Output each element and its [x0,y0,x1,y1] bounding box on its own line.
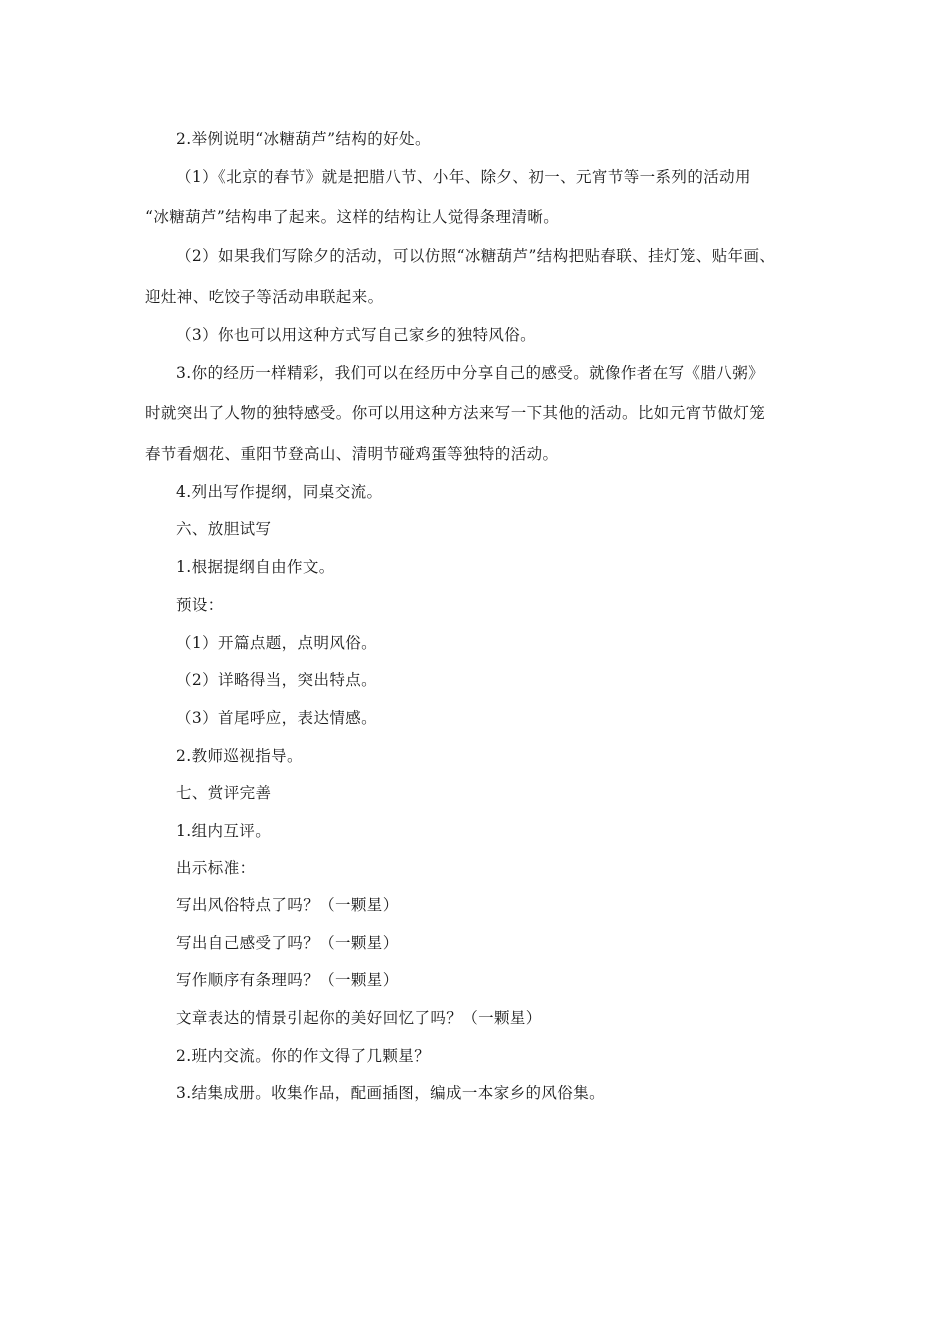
text-line-free-writing: 1.根据提纲自由作文。 [176,558,335,576]
text-line-example-2-cont: 迎灶神、吃饺子等活动串联起来。 [145,288,384,306]
text-line-experience-cont-2: 春节看烟花、重阳节登高山、清明节碰鸡蛋等独特的活动。 [145,445,559,463]
text-line-criterion-3: 写作顺序有条理吗？（一颗星） [176,971,399,989]
text-line-compile-book: 3.结集成册。收集作品，配画插图，编成一本家乡的风俗集。 [176,1084,605,1102]
text-line-criterion-4: 文章表达的情景引起你的美好回忆了吗？（一颗星） [176,1009,542,1027]
text-line-criteria-label: 出示标准： [176,859,256,877]
text-line-example-3: （3）你也可以用这种方式写自己家乡的独特风俗。 [176,326,537,344]
text-line-criterion-1: 写出风俗特点了吗？（一颗星） [176,896,399,914]
text-line-example-2: （2）如果我们写除夕的活动，可以仿照“冰糖葫芦”结构把贴春联、挂灯笼、贴年画、 [176,247,776,265]
text-line-preset-3: （3）首尾呼应，表达情感。 [176,709,378,727]
text-line-example-heading: 2.举例说明“冰糖葫芦”结构的好处。 [176,130,431,148]
text-line-teacher-guidance: 2.教师巡视指导。 [176,747,303,765]
text-line-preset-2: （2）详略得当，突出特点。 [176,671,378,689]
text-line-preset-1: （1）开篇点题，点明风俗。 [176,634,378,652]
text-line-group-review: 1.组内互评。 [176,822,272,840]
section-heading-six: 六、放胆试写 [176,520,272,538]
section-heading-seven: 七、赏评完善 [176,784,272,802]
text-line-outline: 4.列出写作提纲，同桌交流。 [176,483,383,501]
text-line-preset-label: 预设： [176,596,224,614]
text-line-example-1-cont: “冰糖葫芦”结构串了起来。这样的结构让人觉得条理清晰。 [145,208,560,226]
text-line-experience-cont-1: 时就突出了人物的独特感受。你可以用这种方法来写一下其他的活动。比如元宵节做灯笼 [145,404,766,422]
text-line-example-1: （1）《北京的春节》就是把腊八节、小年、除夕、初一、元宵节等一系列的活动用 [176,168,751,186]
text-line-experience: 3.你的经历一样精彩，我们可以在经历中分享自己的感受。就像作者在写《腊八粥》 [176,364,764,382]
text-line-class-exchange: 2.班内交流。你的作文得了几颗星？ [176,1047,431,1065]
text-line-criterion-2: 写出自己感受了吗？（一颗星） [176,934,399,952]
